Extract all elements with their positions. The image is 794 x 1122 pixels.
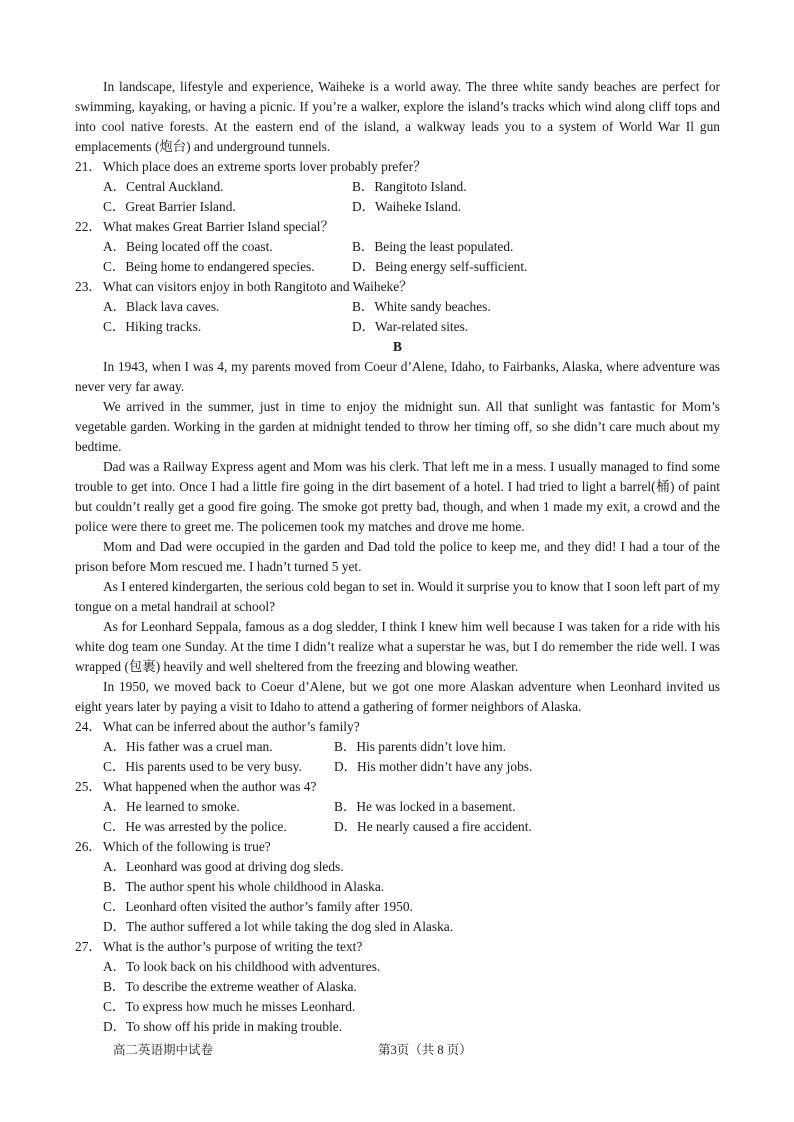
question-21 [75,157,720,177]
passage-b-paragraph-6: As for Leonhard Seppala, famous as a dog sledder, I think I knew him well because I was taken for a ride with his white dog team one Sunday. At the time I didn’t realize what a superstar he was, but I do remember the ride well. I was wrapped (包裹) heavily and well sheltered from the freezing and blowing weather. [75,619,720,674]
option-b[interactable]: B．He was locked in a basement. [334,799,516,814]
passage-b-paragraph-3: Dad was a Railway Express agent and Mom was his clerk. That left me in a mess. I usually managed to find some trouble to get into. Once I had a little fire going in the dirt basement of a hotel. I had tried to light a barrel(桶) of paint but couldn’t really get a good fire going. The smoke got pretty bad, though, and when 1 made my exit, a crowd and the police were there to greet me. The policemen took my matches and drove me home. [75,459,720,534]
option-a[interactable]: A．Central Auckland. [103,179,224,194]
options-row [75,797,720,817]
options-row [75,197,720,217]
question-number: 27． [75,939,102,954]
section-b-heading: B [393,339,402,354]
page-footer [0,1041,794,1059]
question-26 [75,837,720,857]
option-d[interactable]: D．His mother didn’t have any jobs. [334,759,533,774]
exam-page [75,77,720,1037]
question-24 [75,717,720,737]
option-a[interactable]: A．Being located off the coast. [103,239,273,254]
option-d[interactable]: D．To show off his pride in making trouble. [103,1019,343,1034]
option-b[interactable]: B．To describe the extreme weather of Alaska. [103,979,357,994]
options-row [75,257,720,277]
option-a[interactable]: A．Black lava caves. [103,299,220,314]
option-a[interactable]: A．His father was a cruel man. [103,739,273,754]
option-c[interactable]: C．Being home to endangered species. [103,259,315,274]
options-row [75,737,720,757]
option-a[interactable]: A．He learned to smoke. [103,799,240,814]
question-number: 24． [75,719,102,734]
question-number: 21． [75,159,102,174]
question-number: 23． [75,279,102,294]
question-text: What makes Great Barrier Island special？ [103,219,334,234]
options-row [75,817,720,837]
passage-b-paragraph-4: Mom and Dad were occupied in the garden and Dad told the police to keep me, and they did! I had a tour of the prison before Mom rescued me. I hadn’t turned 5 yet. [75,539,720,574]
option-d[interactable]: D．Waiheke Island. [352,199,461,214]
options-row [75,317,720,337]
question-25 [75,777,720,797]
question-text: What can visitors enjoy in both Rangitoto and Waiheke？ [103,279,413,294]
passage-b-paragraph-5: As I entered kindergarten, the serious cold began to set in. Would it surprise you to know that I soon left part of my tongue on a metal handrail at school? [75,579,720,614]
footer-page-number: 第3页（共 8 页） [378,1043,472,1057]
question-number: 25． [75,779,102,794]
question-text: Which place does an extreme sports lover probably prefer？ [103,159,427,174]
option-b[interactable]: B．Being the least populated. [352,239,514,254]
option-d[interactable]: D．He nearly caused a fire accident. [334,819,532,834]
option-d[interactable]: D．Being energy self-sufficient. [352,259,528,274]
footer-exam-title: 高二英语期中试卷 [113,1043,214,1057]
passage-b-paragraph-1: In 1943, when I was 4, my parents moved from Coeur d’Alene, Idaho, to Fairbanks, Alaska, where adventure was never very far away. [75,359,720,394]
question-number: 26． [75,839,102,854]
passage-b-paragraph-7: In 1950, we moved back to Coeur d’Alene, but we got one more Alaskan adventure when Leonhard invited us eight years later by paying a visit to Idaho to attend a gathering of former neighbors of Alaska. [75,679,720,714]
option-b[interactable]: B．His parents didn’t love him. [334,739,506,754]
question-number: 22． [75,219,102,234]
question-27 [75,937,720,957]
option-b[interactable]: B．Rangitoto Island. [352,179,467,194]
option-b[interactable]: B．White sandy beaches. [352,299,491,314]
option-c[interactable]: C．To express how much he misses Leonhard. [103,999,356,1014]
option-d[interactable]: D．The author suffered a lot while taking the dog sled in Alaska. [103,919,454,934]
option-c[interactable]: C．He was arrested by the police. [103,819,287,834]
passage-b-paragraph-2: We arrived in the summer, just in time to enjoy the midnight sun. All that sunlight was fantastic for Mom’s vegetable garden. Working in the garden at midnight tended to throw her timing off, so she didn’t care much about my bedtime. [75,399,720,454]
options-row [75,177,720,197]
question-text: What happened when the author was 4? [103,779,317,794]
option-c[interactable]: C．Hiking tracks. [103,319,202,334]
options-row [75,297,720,317]
options-row [75,757,720,777]
question-text: What can be inferred about the author’s family? [103,719,360,734]
question-22 [75,217,720,237]
passage-a-paragraph: In landscape, lifestyle and experience, Waiheke is a world away. The three white sandy beaches are perfect for swimming, kayaking, or having a picnic. If you’re a walker, explore the island’s tracks which wind along cliff tops and into cool native forests. At the eastern end of the island, a walkway leads you to a system of World War Il gun emplacements (炮台) and underground tunnels. [75,79,720,154]
question-text: Which of the following is true? [103,839,271,854]
option-c[interactable]: C．Leonhard often visited the author’s family after 1950. [103,899,413,914]
question-text: What is the author’s purpose of writing the text? [103,939,363,954]
option-a[interactable]: A．To look back on his childhood with adventures. [103,959,381,974]
option-d[interactable]: D．War-related sites. [352,319,469,334]
option-c[interactable]: C．Great Barrier Island. [103,199,236,214]
option-b[interactable]: B．The author spent his whole childhood in Alaska. [103,879,385,894]
options-row [75,237,720,257]
option-a[interactable]: A．Leonhard was good at driving dog sleds. [103,859,344,874]
option-c[interactable]: C．His parents used to be very busy. [103,759,302,774]
question-23 [75,277,720,297]
